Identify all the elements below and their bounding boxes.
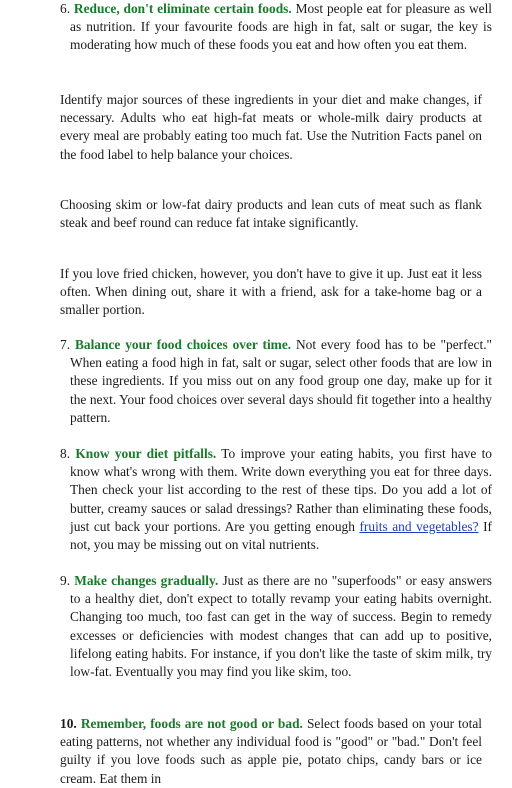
- tip-text-after: If not, you may be missing out on vital nutrients.: [70, 518, 492, 553]
- tip-heading: Make changes gradually.: [74, 573, 219, 588]
- tip-number: 10.: [60, 716, 77, 731]
- tip-number: 7.: [60, 337, 71, 352]
- tip-text: Select foods based on your total eating patterns, not whether any individual food is "good" or "bad." Don't feel guilty if you love foods such as apple pie, potato chips, candy bars or ice cream. Eat them in: [60, 716, 482, 786]
- paragraph: Identify major sources of these ingredients in your diet and make changes, if necessary. Adults who eat high-fat meats or whole-milk dairy products at every meal are probably eating too much fat. Use the Nutrition Facts panel on the food label to help balance your choices.: [60, 92, 482, 162]
- tip-9: [60, 572, 492, 681]
- tip-number: 6.: [60, 1, 71, 16]
- tip-8: [60, 445, 492, 554]
- tip-text: To improve your eating habits, you first have to know what's wrong with them. Write down everything you eat for three days. Then check your list according to the rest of these tips. Do you add a lot of butter, creamy sauces or salad dressings? Rather than eliminating these foods, just cut back your portions. Are you getting enough: [70, 446, 492, 534]
- paragraph: Choosing skim or low-fat dairy products and lean cuts of meat such as flank steak and beef round can reduce fat intake significantly.: [60, 197, 482, 231]
- tip-number: 9.: [60, 573, 71, 588]
- tip-text: Not every food has to be "perfect." When eating a food high in fat, salt or sugar, select other foods that are low in these ingredients. If you miss out on any food group one day, make up for it the next. Your food choices over several days should fit together into a healthy pattern.: [70, 337, 493, 425]
- tip-text: Just as there are no "superfoods" or easy answers to a healthy diet, don't expect to totally revamp your eating habits overnight. Changing too much, too fast can get in the way of success. Begin to remedy excesses or deficiencies with modest changes that can add up to positive, lifelong eating habits. For instance, if you don't like the taste of skim milk, try low-fat. Eventually you may find you like skim, too.: [70, 573, 492, 680]
- tip-10: [60, 715, 482, 788]
- tip-text: Most people eat for pleasure as well as nutrition. If your favourite foods are high in fat, salt or sugar, the key is moderating how much of these foods you eat and how often you eat them.: [70, 1, 493, 53]
- tip-heading: Know your diet pitfalls.: [75, 446, 217, 461]
- tip-heading: Remember, foods are not good or bad.: [80, 716, 303, 731]
- paragraph: If you love fried chicken, however, you don't have to give it up. Just eat it less often. When dining out, share it with a friend, ask for a take-home bag or a smaller portion.: [60, 266, 482, 318]
- tip-6: [60, 0, 492, 55]
- tip-heading: Balance your food choices over time.: [74, 337, 292, 352]
- fruits-vegetables-link[interactable]: fruits and vegetables?: [359, 518, 479, 534]
- tip-7: [60, 336, 492, 427]
- tip-heading: Reduce, don't eliminate certain foods.: [73, 1, 292, 16]
- tip-number: 8.: [60, 446, 71, 461]
